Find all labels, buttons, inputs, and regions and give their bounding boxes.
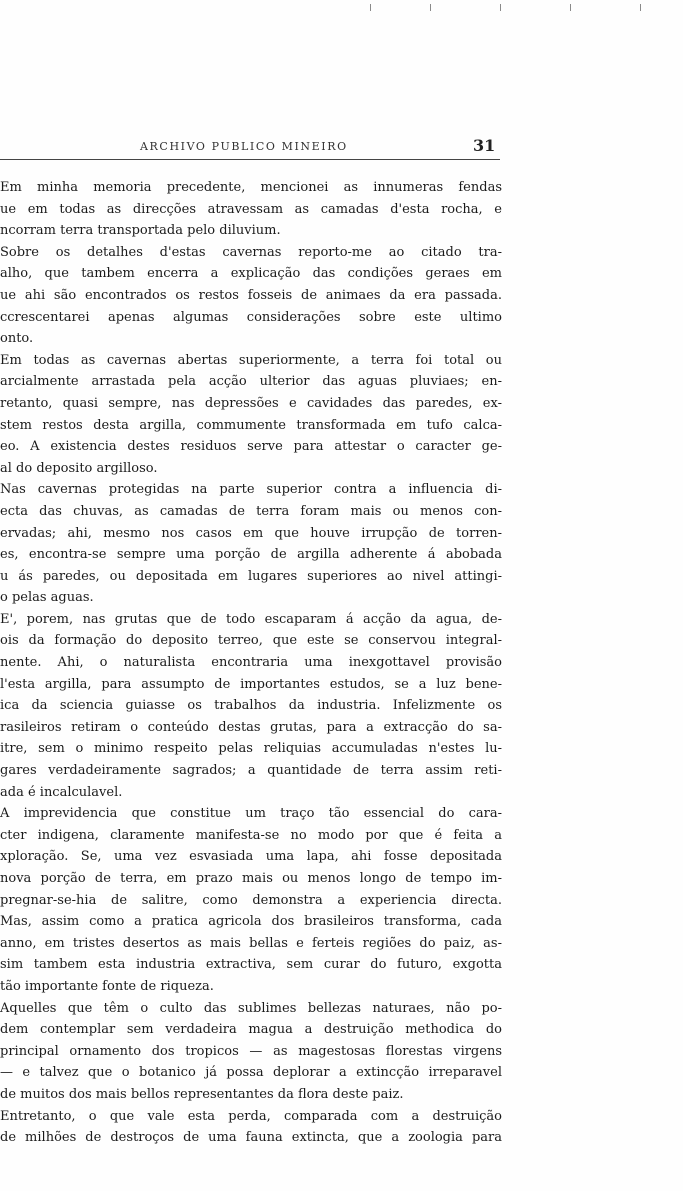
text-line: dem contemplar sem verdadeira magua a destruição methodica do [0,1022,502,1038]
text-line: anno, em tristes desertos as mais bellas e ferteis regiões do paiz, as- [0,935,502,951]
top-edge-marks [370,4,670,12]
text-line: ue em todas as direcções atravessam as camadas d'esta rocha, e [0,201,502,217]
text-line: itre, sem o minimo respeito pelas reliquias accumuladas n'estes lu- [0,741,502,757]
text-line: de milhões de destroços de uma fauna extincta, que a zoologia para [0,1130,502,1146]
text-line: ncorram terra transportada pelo diluvium. [0,223,281,239]
text-line: tão importante fonte de riqueza. [0,978,214,994]
text-line: o pelas aguas. [0,590,94,606]
text-line: Entretanto, o que vale esta perda, comparada com a destruição [0,1108,502,1124]
text-line: retanto, quasi sempre, nas depressões e cavidades das paredes, ex- [0,395,502,411]
text-line: ue ahi são encontrados os restos fosseis de animaes da era passada. [0,287,502,303]
text-line: stem restos desta argilla, commumente transformada em tufo calca- [0,417,502,433]
text-line: Em todas as cavernas abertas superiormente, a terra foi total ou [0,352,502,368]
text-line: Em minha memoria precedente, mencionei as innumeras fendas [0,180,502,195]
text-line: Mas, assim como a pratica agricola dos brasileiros transforma, cada [0,914,502,930]
text-line: al do deposito argilloso. [0,460,158,476]
text-line: alho, que tambem encerra a explicação das condições geraes em [0,266,502,282]
text-line: ica da sciencia guiasse os trabalhos da industria. Infelizmente os [0,698,502,714]
text-line: l'esta argilla, para assumpto de importantes estudos, se a luz bene- [0,676,502,692]
body-text [0,177,502,1149]
header-rule [0,159,500,160]
text-line: rasileiros retiram o conteúdo destas grutas, para a extracção do sa- [0,719,502,735]
text-line: ervadas; ahi, mesmo nos casos em que houve irrupção de torren- [0,525,502,541]
text-line: cter indigena, claramente manifesta-se no modo por que é feita a [0,827,502,843]
text-line: — e talvez que o botanico já possa deplorar a extincção irreparavel [0,1065,502,1081]
text-line: es, encontra-se sempre uma porção de argilla adherente á abobada [0,547,502,563]
text-line: E', porem, nas grutas que de todo escaparam á acção da agua, de- [0,611,502,627]
text-line: onto. [0,331,34,347]
text-line: Sobre os detalhes d'estas cavernas reporto-me ao citado tra- [0,244,502,260]
text-line: ois da formação do deposito terreo, que este se conservou integral- [0,633,502,649]
running-head [0,138,683,158]
text-line: sim tambem esta industria extractiva, sem curar do futuro, exgotta [0,957,502,973]
text-line: xploração. Se, uma vez esvasiada uma lapa, ahi fosse depositada [0,849,502,865]
page-number: 31 [473,136,496,155]
text-line: eo. A existencia destes residuos serve para attestar o caracter ge- [0,439,502,455]
running-title: ARCHIVO PUBLICO MINEIRO [140,140,348,153]
text-line: principal ornamento dos tropicos — as magestosas florestas virgens [0,1043,502,1059]
text-line: nente. Ahi, o naturalista encontraria uma inexgottavel provisão [0,655,502,671]
text-line: pregnar-se-hia de salitre, como demonstra a experiencia directa. [0,892,502,908]
text-line: gares verdadeiramente sagrados; a quantidade de terra assim reti- [0,763,502,779]
text-line: Aquelles que têm o culto das sublimes bellezas naturaes, não po- [0,1000,502,1016]
text-line: ecta das chuvas, as camadas de terra foram mais ou menos con- [0,503,502,519]
text-line: A imprevidencia que constitue um traço tão essencial do cara- [0,806,502,822]
text-line: arcialmente arrastada pela acção ulterior das aguas pluviaes; en- [0,374,502,390]
text-line: u ás paredes, ou depositada em lugares superiores ao nivel attingi- [0,568,502,584]
text-line: ada é incalculavel. [0,784,123,800]
text-line: Nas cavernas protegidas na parte superior contra a influencia di- [0,482,502,498]
text-line: nova porção de terra, em prazo mais ou menos longo de tempo im- [0,871,502,886]
text-line: ccrescentarei apenas algumas considerações sobre este ultimo [0,309,502,325]
text-line: de muitos dos mais bellos representantes da flora deste paiz. [0,1086,404,1102]
